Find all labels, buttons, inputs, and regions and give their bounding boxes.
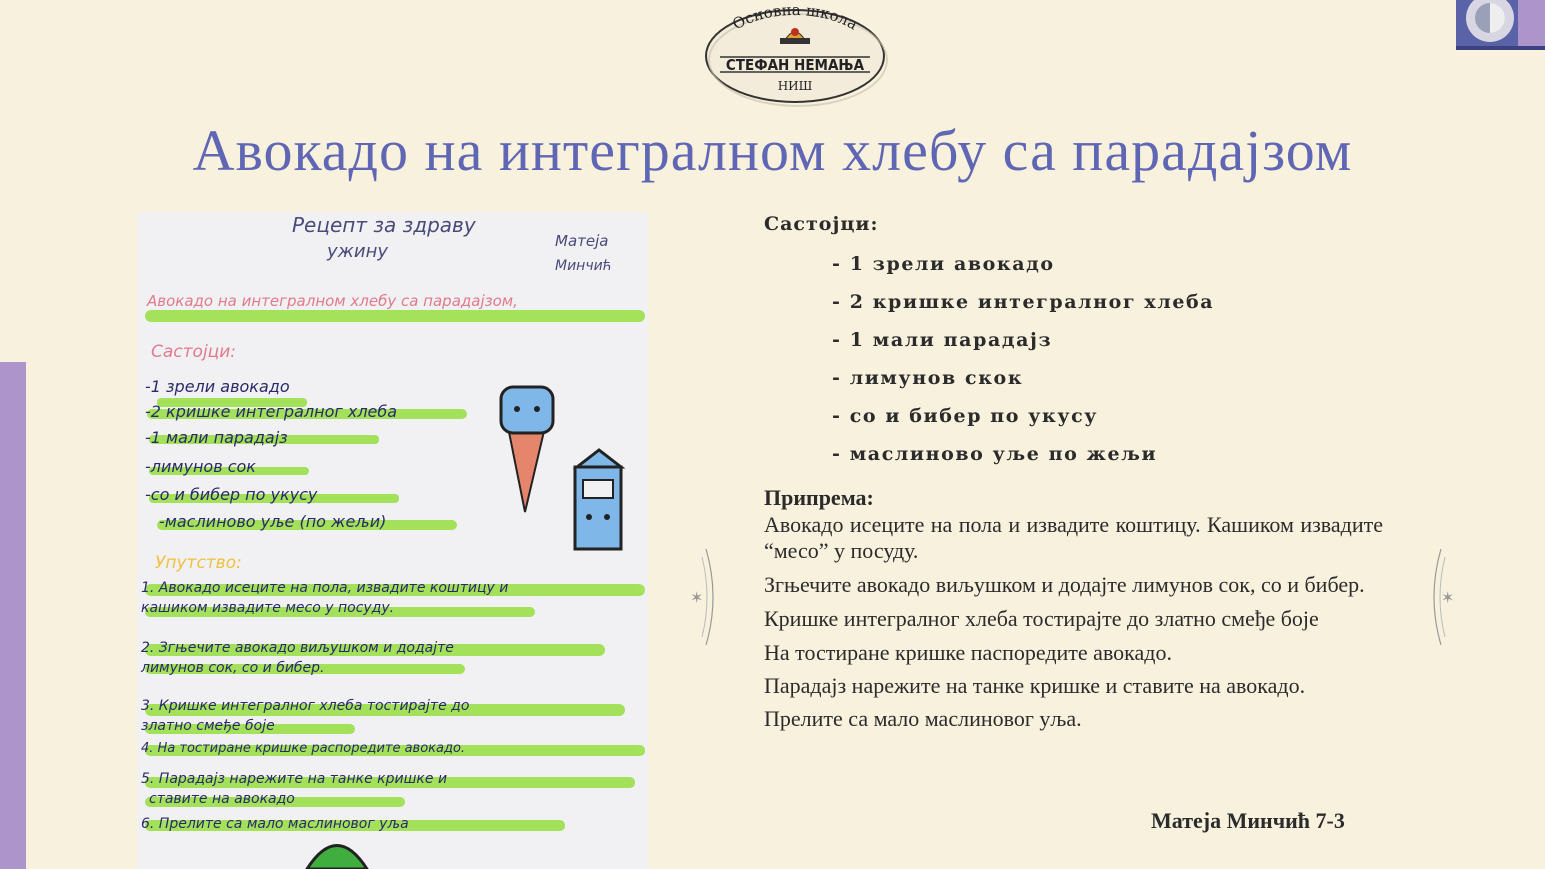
ingredient-item: - лимунов скок (832, 367, 1024, 389)
ingredient-item: - 1 зрели авокадо (832, 253, 1055, 275)
photo-step: 5. Парадајз нарежите на танке кришке и (141, 771, 448, 787)
photo-ingredient: -2 кришке интегралног хлеба (145, 402, 398, 421)
photo-ingredient: -маслиново уље (по жељи) (159, 512, 387, 531)
photo-step: 2. Згњечите авокадо виљушком и додајте (141, 640, 454, 656)
photo-ingredient: -1 зрели авокадо (145, 377, 290, 396)
school-logo (700, 0, 890, 110)
svg-text:✶: ✶ (1441, 588, 1455, 607)
photo-step: 3. Кришке интегралног хлеба тостирајте до (141, 698, 470, 714)
photo-ingredients-label: Састојци: (151, 342, 237, 362)
photo-step: 4. На тостиране кришке распоредите авокадо. (141, 741, 466, 756)
preparation-step: Кришке интегралног хлеба тостирајте до златно смеђе боје (764, 606, 1319, 631)
logo-arc-text: Основна школа (729, 0, 861, 34)
photo-recipe-title: Авокадо на интегралном хлебу са парадајзом, (147, 292, 518, 310)
photo-ingredient: -1 мали парадајз (145, 428, 288, 447)
logo-city: НИШ (777, 79, 813, 93)
ingredients-heading: Састојци: (764, 213, 879, 235)
photo-author-2: Минчић (555, 258, 612, 274)
preparation-step: Парадајз нарежите на танке кришке и ставите на авокадо. (764, 673, 1306, 698)
svg-text:✶: ✶ (690, 588, 704, 607)
page-title: Авокадо на интегралном хлебу са парадајзом (192, 118, 1353, 183)
photo-step: 6. Прелите са мало маслиновог уља (141, 816, 409, 832)
preparation-heading: Припрема: (764, 485, 874, 510)
star-ornament-icon (688, 547, 722, 647)
logo-name: СТЕФАН НЕМАЊА (725, 56, 865, 74)
photo-step: 1. Авокадо исеците на пола, извадите коштицу и (141, 580, 509, 596)
preparation-steps (764, 512, 1383, 739)
photo-heading-1: Рецепт за здраву (292, 213, 476, 237)
preparation-step: Авокадо исеците на пола и извадите коштицу. Кашиком извадите “месо” у посуду. (764, 512, 1383, 563)
author-name: Матеја Минчић 7-3 (1151, 808, 1345, 833)
star-ornament-icon (1425, 547, 1459, 647)
ingredient-item: - маслиново уље по жељи (832, 443, 1158, 465)
preparation-step: Прелите са мало маслиновог уља. (764, 706, 1082, 731)
photo-ingredient: -лимунов сок (145, 457, 256, 476)
ingredient-item: - 2 кришке интегралног хлеба (832, 291, 1215, 313)
photo-step: лимунов сок, со и бибер. (141, 660, 325, 676)
ingredient-item: - со и бибер по укусу (832, 405, 1099, 427)
photo-heading-2: ужину (327, 241, 388, 262)
ingredient-item: - 1 мали парадајз (832, 329, 1053, 351)
preparation-step: На тостиране кришке паспоредите авокадо. (764, 640, 1172, 665)
preparation-step: Згњечите авокадо виљушком и додајте лимунов сок, со и бибер. (764, 572, 1365, 597)
handwritten-recipe-photo (137, 212, 648, 869)
ingredients-list (832, 250, 1214, 478)
corner-emblem-icon (1456, 0, 1545, 50)
left-accent-bar (0, 362, 26, 869)
photo-step: златно смеђе боје (141, 718, 275, 734)
photo-step: ставите на авокадо (149, 791, 295, 807)
photo-step: кашиком извадите месо у посуду. (141, 600, 395, 616)
photo-instructions-label: Упутство: (155, 553, 242, 573)
photo-ingredient: -со и бибер по укусу (145, 485, 318, 504)
milk-carton-drawing (575, 450, 621, 549)
photo-author-1: Матеја (555, 232, 609, 250)
